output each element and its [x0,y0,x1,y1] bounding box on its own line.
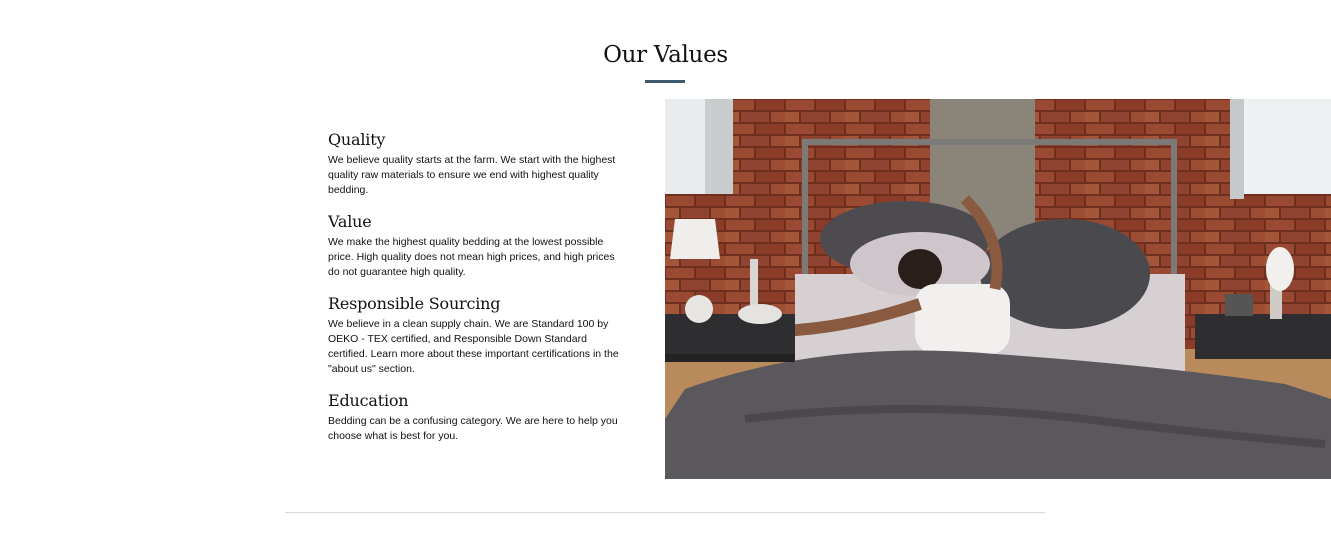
value-description: We make the highest quality bedding at the lowest possible price. High quality does not mean high prices, and high prices do not guarantee high quality. [328,236,615,278]
value-heading: Value [328,212,372,231]
value-heading: Education [328,391,409,410]
value-item-responsible-sourcing [328,294,628,391]
value-description: We believe quality starts at the farm. We start with the highest quality raw materials to ensure we end with highest quality bedding. [328,154,616,196]
value-item-quality [328,130,628,212]
section-title: Our Values [603,42,728,68]
values-list [328,130,628,444]
title-underline [645,80,685,83]
value-heading: Quality [328,130,386,149]
value-description: Bedding can be a confusing category. We are here to help you choose what is best for you. [328,415,618,442]
value-heading: Responsible Sourcing [328,294,501,313]
value-description: We believe in a clean supply chain. We are Standard 100 by OEKO - TEX certified, and Responsible Down Standard certified. Learn more about these important certifications in the "about us" section. [328,318,619,375]
bedroom-illustration [665,99,1331,479]
value-item-education [328,391,628,444]
section-divider [285,512,1045,513]
lifestyle-photo [665,99,1331,479]
value-item-value [328,212,628,294]
